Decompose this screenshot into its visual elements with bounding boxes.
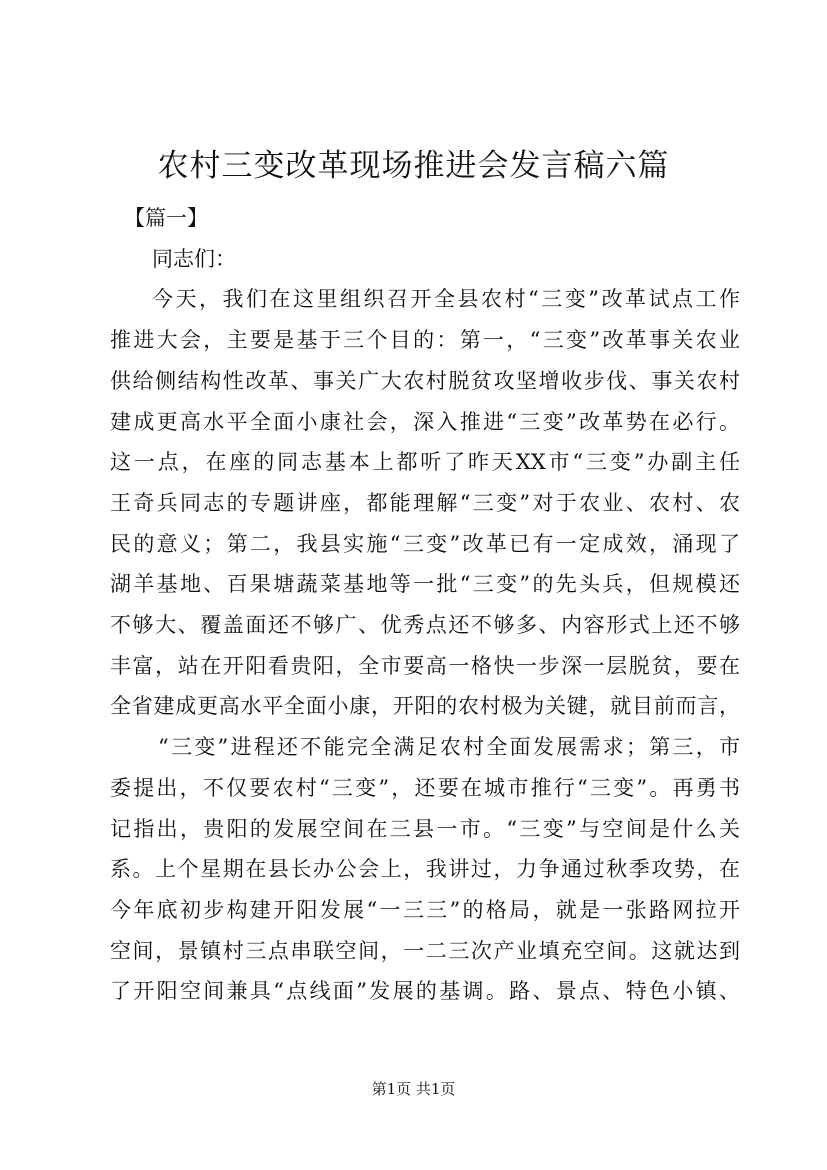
paragraph-line: 民的意义；第二，我县实施“三变”改革已有一定成效，涌现了 — [110, 531, 740, 556]
paragraph-line: 建成更高水平全面小康社会，深入推进“三变”改革势在必行。 — [110, 409, 740, 434]
paragraph-line: “三变”进程还不能完全满足农村全面发展需求；第三，市 — [158, 735, 740, 760]
paragraph-line: 今年底初步构建开阳发展“一三三”的格局，就是一张路网拉开 — [110, 897, 740, 922]
paragraph-line: 委提出，不仅要农村“三变”，还要在城市推行“三变”。再勇书 — [110, 775, 740, 800]
paragraph-line: 了开阳空间兼具“点线面”发展的基调。路、景点、特色小镇、 — [110, 979, 740, 1004]
document-title: 农村三变改革现场推进会发言稿六篇 — [157, 148, 670, 184]
paragraph-line: 这一点，在座的同志基本上都听了昨天XX市“三变”办副主任 — [110, 450, 740, 475]
paragraph-line: 推进大会，主要是基于三个目的：第一，“三变”改革事关农业 — [110, 328, 740, 353]
paragraph-line: 今天，我们在这里组织召开全县农村“三变”改革试点工作 — [152, 287, 740, 312]
page-footer: 第1页 共1页 — [371, 1080, 456, 1098]
paragraph-line: 湖羊基地、百果塘蔬菜基地等一批“三变”的先头兵，但规模还 — [110, 572, 740, 597]
paragraph-line: 供给侧结构性改革、事关广大农村脱贫攻坚增收步伐、事关农村 — [110, 368, 740, 393]
section-label: 【篇一】 — [124, 206, 208, 230]
paragraph-line: 王奇兵同志的专题讲座，都能理解“三变”对于农业、农村、农 — [110, 490, 740, 515]
paragraph-line: 全省建成更高水平全面小康，开阳的农村极为关键，就目前而言， — [110, 694, 740, 719]
paragraph-line: 系。上个星期在县长办公会上，我讲过，力争通过秋季攻势，在 — [110, 857, 740, 882]
paragraph-line: 丰富，站在开阳看贵阳，全市要高一格快一步深一层脱贫，要在 — [110, 653, 740, 678]
document-body — [110, 198, 740, 1012]
paragraph-line: 记指出，贵阳的发展空间在三县一市。“三变”与空间是什么关 — [110, 816, 740, 841]
salutation: 同志们： — [152, 246, 236, 271]
paragraph-line: 空间，景镇村三点串联空间，一二三次产业填充空间。这就达到 — [110, 938, 740, 963]
paragraph-line: 不够大、覆盖面还不够广、优秀点还不够多、内容形式上还不够 — [110, 613, 740, 638]
